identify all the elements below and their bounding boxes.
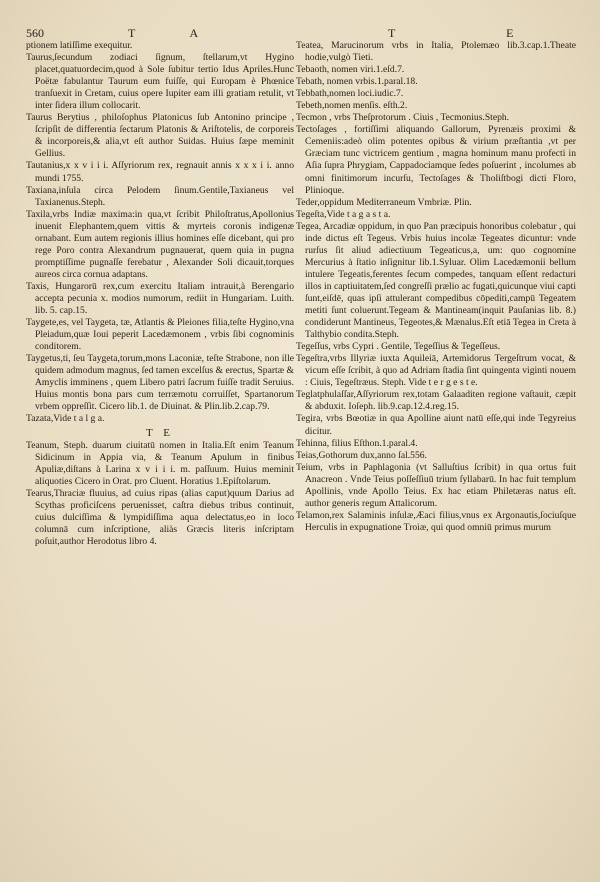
dictionary-entry: Tearus,Thraciæ fluuius, ad cuius ripas (alias caput)quum Darius ad Scythas proficiſcens peruenisset, caſtra diebus tribus continuit, cuius dulciſſima & lympidiſſima aqua delectatus,eo in loco columnā cum inſcriptione, aliàs Græcis literis inſcriptam poſuit,author Herodotus libro 4.	[26, 487, 294, 547]
dictionary-entry: Tecmon , vrbs Theſprotorum . Ciuis , Tecmonius.Steph.	[296, 112, 510, 124]
dictionary-entry: Tehinna, filius Eſthon.1.paral.4.	[296, 437, 418, 449]
dictionary-entry: Taurus Berytius , philoſophus Platonicus ſub Antonino principe , ſcripſit de differentia ſectarum Platonis & Ariſtotelis, de corporeis & incorporeis,& alia,vt eſt author Suidas. Huius ſæpe meminit Gellius.	[26, 112, 294, 160]
dictionary-entry: Tazata,Vide t a l g a.	[26, 413, 105, 425]
dictionary-entry: Tegeſtra,vrbs Illyriæ iuxta Aquileiā, Artemidorus Tergeſtrum vocat, & vicum eſſe ſcribit, à quo ad Adriam ſtadia ſint quingenta viginti nouem : Ciuis, Tegeſtræus. Steph. Vide t e r g e s t e.	[296, 353, 576, 389]
dictionary-entry: Tebath, nomen vrbis.1.paral.18.	[296, 76, 418, 88]
dictionary-entry: Tebbath,nomen loci.iudic.7.	[296, 88, 404, 100]
dictionary-entry: Taxila,vrbs Indiæ maxima:in qua,vt ſcribit Philoſtratus,Apollonius inuenit Elephantem,quem vittis & myrteis coronis indigenæ ornabant. Eum autem regionis illius homines eſſe dicebant, qui pro rege Poro contra Alexandrum pugnauerat, quem quia in pugna promptiſſime pugnaſſe ferebatur , Alexander Soli dicauit,torques aureos circa cornua adaptans.	[26, 208, 294, 280]
left-column	[26, 40, 294, 548]
right-column	[296, 40, 576, 534]
dictionary-entry: Teglatphulaſſar,Aſſyriorum rex,totam Galaaditen regione vaſtauit, cæpit & abduxit. Ioſeph. lib.9.cap.12.4.reg.15.	[296, 389, 576, 413]
page-number: 560	[26, 26, 44, 40]
dictionary-entry: Tectoſages , fortiſſimi aliquando Gallorum, Pyrenæis proximi & Cemeniis:adeò olim potentes opibus & virium præſtantia ,vt per Græciam tunc victricem gentium , magna hominum manu profecti in Aſia ſupra Phrygiam, Cappadociamque ſedes poſuerint , incolumes ab omni finitimorum incurſu, Tectoſages & Tholiſtbogi dicti Floro, Plinioque.	[296, 124, 576, 196]
dictionary-entry: Taygetus,ti, ſeu Taygeta,torum,mons Laconiæ, teſte Strabone, non ille quidem admodum magnus, ſed tamen excelſus & erectus, Spartæ & Amyclis imminens , quem Libero patri ſacrum fuiſſe tradit Seruius. Huius montis bona pars cum terræmotu corruiſſet, Spartanorum vrbem oppreſſit. Cicero lib.1. de Diuinat. & Plin.lib.2.cap.79.	[26, 353, 294, 413]
dictionary-entry: Telamon,rex Salaminis inſulæ,Æaci filius,vnus ex Argonautis,ſociuſque Herculis in expugnatione Troiæ, qui quod omniū primus murum	[296, 509, 576, 533]
dictionary-entry: Teatea, Marucinorum vrbs in Italia, Ptolemæo lib.3.cap.1.Theate hodie,vulgò Tieti.	[296, 40, 576, 64]
dictionary-entry: Teias,Gothorum dux,anno ſal.556.	[296, 449, 427, 461]
dictionary-entry: Tegira, vrbs Bœotiæ in qua Apolline aiunt natū eſſe,qui inde Tegyreius dicitur.	[296, 413, 576, 437]
dictionary-entry: Tautanius,x x v i i i. Aſſyriorum rex, regnauit annis x x x i i. anno mundi 1755.	[26, 160, 294, 184]
left-header-letters: T A	[128, 26, 225, 40]
section-label: T E	[146, 426, 174, 439]
dictionary-entry: Tegea, Arcadiæ oppidum, in quo Pan præcipuis honoribus colebatur , qui inde dictus eſt Tegeus. Vrbis huius incolæ Tegeates dicuntur: vnde rurſus ſit aliud adiectiuum Tegeaticus,a, um: quo cognomine Mercurius à ſtatio inſignitur lib.1.Syluar. Olim Lacedæmonii bellum intulere Tegeatis,ferentes ſecum compedes, tanquam eſſent redacturi illos in captiuitatem,ſed congreſſi prælio ac fugati,quicunque viui capti ſunt,eiſdē, quas ipſi attulerant compedibus cōpediti,campū Tegeatem metiti ſunt coluerunt.Tegeam & Mantineam(inquit Pauſanias lib. 8.) condiderunt Mantineus, Tegeotes,& Mænalus.Eſt etiā Tegea in Creta à Talthybio condita.Steph.	[296, 220, 576, 341]
dictionary-entry: Tebaoth, nomen viri.1.eſd.7.	[296, 64, 405, 76]
dictionary-entry: Tegeſta,Vide t a g a s t a.	[296, 208, 391, 220]
dictionary-entry: Tegeſſus, vrbs Cypri . Gentile, Tegeſſius & Tegeſſeus.	[296, 341, 501, 353]
dictionary-entry: Teanum, Steph. duarum ciuitatū nomen in Italia.Eſt enim Teanum Sidicinum in Appia via, & Teanum Apulum in finibus Apuliæ,diſtans à Larina x v i i i. m. paſſuum. Huius meminit aliquoties Cicero in Orat. pro Cluent. Horatius 1.Epiſtolarum.	[26, 439, 294, 487]
dictionary-entry: Taxiana,inſula circa Pelodem ſinum.Gentile,Taxianeus vel Taxianenus.Steph.	[26, 184, 294, 208]
dictionary-entry: Teium, vrbs in Paphlagonia (vt Salluſtius ſcribit) in qua ortus fuit Anacreon . Vnde Teius poſſeſſiuū trium ſyllabarū. In hac fuit templum Apollinis, vnde Apollo Teius. Ex hac etiam Philetæras natus eſt. author generis regum Attalicorum.	[296, 461, 576, 509]
dictionary-entry: Tebeth,nomen menſis. eſth.2.	[296, 100, 408, 112]
dictionary-entry: ptionem latiſſime exequitur.	[26, 40, 133, 51]
dictionary-entry: Taurus,ſecundum zodiaci ſignum, ſtellarum,vt Hygino placet,quatuordecim,quod à Sole ſubitur tertio Idus Apriles.Hunc Poëtæ fabulantur Taurum eum fuiſſe, qui Europam è Phœnice tranſuexit in Cretam, cuius opere Iupiter eam illi gratiam retulit, vt inter ſidera illum collocarit.	[26, 52, 294, 112]
dictionary-entry: Taygete,es, vel Taygeta, tæ, Atlantis & Pleiones filia,teſte Hygino,vna Pleiadum,quæ Ioui peperit Lacedæmonem , vrbis ſibi cognominis conditorem.	[26, 317, 294, 353]
dictionary-entry: Teder,oppidum Mediterraneum Vmbriæ. Plin.	[296, 196, 472, 208]
right-header-letters: T E	[388, 26, 568, 40]
dictionary-entry: Taxis, Hungarorū rex,cum exercitu Italiam intrauit,à Berengario accepta pecunia x. modios numorum, rediit in Hungariam. Luith. lib. 5. cap.15.	[26, 280, 294, 317]
